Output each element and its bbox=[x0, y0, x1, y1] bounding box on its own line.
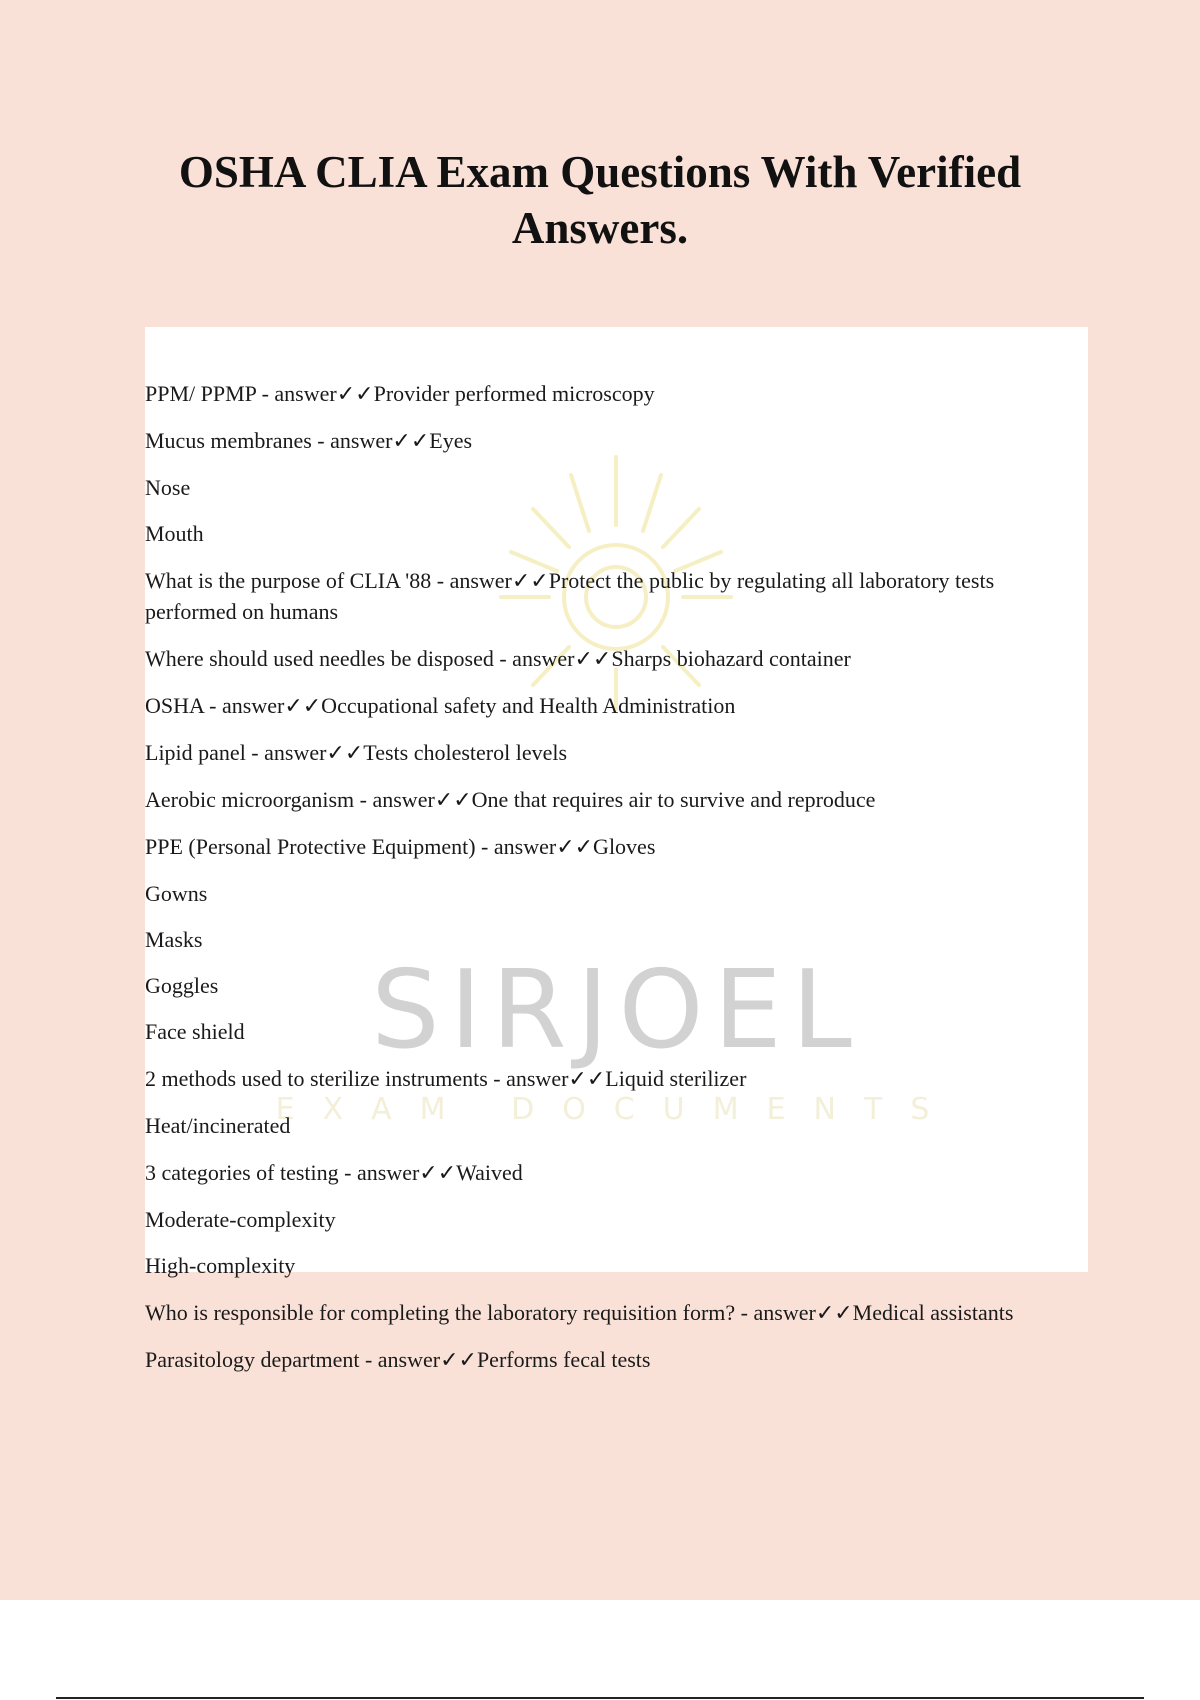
qa-line: OSHA - answer✓✓Occupational safety and Health Administration bbox=[145, 693, 736, 718]
qa-line: Nose bbox=[145, 475, 191, 500]
qa-line: What is the purpose of CLIA '88 - answer✓✓Protect the public by regulating all laboratory tests performed on humans bbox=[145, 568, 995, 624]
qa-line: Heat/incinerated bbox=[145, 1113, 291, 1138]
qa-line: Moderate-complexity bbox=[145, 1207, 336, 1232]
qa-line: Face shield bbox=[145, 1019, 245, 1044]
qa-line: Who is responsible for completing the laboratory requisition form? - answer✓✓Medical assistants bbox=[145, 1300, 1014, 1325]
qa-line: Gowns bbox=[145, 881, 208, 906]
qa-line: Lipid panel - answer✓✓Tests cholesterol levels bbox=[145, 740, 568, 765]
qa-line: 2 methods used to sterilize instruments - answer✓✓Liquid sterilizer bbox=[145, 1066, 747, 1091]
document-title: OSHA CLIA Exam Questions With Verified Answers. bbox=[178, 147, 1022, 253]
qa-list bbox=[145, 378, 1085, 1391]
qa-line: Where should used needles be disposed - answer✓✓Sharps biohazard container bbox=[145, 646, 851, 671]
watermark-tagline: EXAM DOCUMENTS bbox=[275, 1092, 958, 1127]
qa-line: PPM/ PPMP - answer✓✓Provider performed microscopy bbox=[145, 381, 655, 406]
qa-line: Mouth bbox=[145, 521, 204, 546]
watermark-brand: SIRJOEL bbox=[371, 948, 862, 1073]
qa-line: Masks bbox=[145, 927, 203, 952]
qa-line: 3 categories of testing - answer✓✓Waived bbox=[145, 1160, 523, 1185]
qa-line: Aerobic microorganism - answer✓✓One that requires air to survive and reproduce bbox=[145, 787, 876, 812]
qa-line: PPE (Personal Protective Equipment) - answer✓✓Gloves bbox=[145, 834, 656, 859]
qa-line: High-complexity bbox=[145, 1253, 296, 1278]
qa-line: Mucus membranes - answer✓✓Eyes bbox=[145, 428, 473, 453]
qa-line: Parasitology department - answer✓✓Performs fecal tests bbox=[145, 1347, 651, 1372]
qa-line: Goggles bbox=[145, 973, 219, 998]
footer-rule bbox=[56, 1697, 1144, 1699]
